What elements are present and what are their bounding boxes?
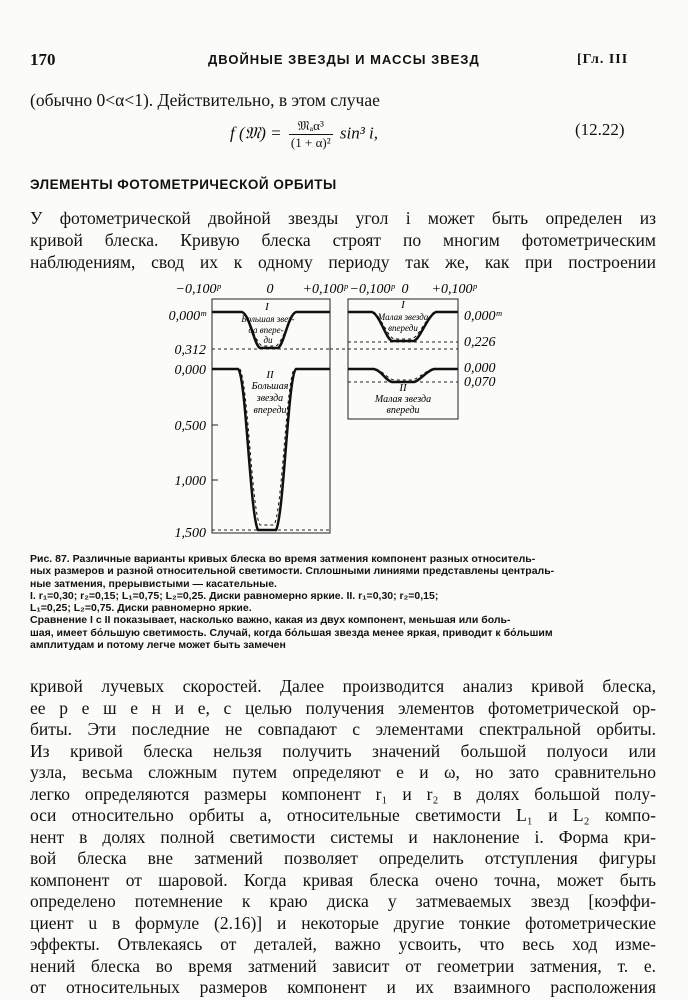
y-label: 1,000 xyxy=(174,474,206,489)
text-line: нент в долях полной светимости системы и наклонение i. Форма кри- xyxy=(30,826,656,847)
caption-line: I. r₁=0,30; r₂=0,15; L₁=0,75; L₂=0,25. Диски равномерно яркие. II. r₁=0,30; r₂=0,15; xyxy=(30,589,439,602)
y-label-right: 0,000 xyxy=(464,361,496,376)
top-tick-label: +0,100ᵖ xyxy=(302,282,348,297)
text-line: определено потемнение к краю диска у затмеваемых звезд [коэффи- xyxy=(30,891,656,911)
top-tick-label: 0 xyxy=(266,282,274,297)
text-line: вой блеска вне затмений позволяет определить отступления фигуры xyxy=(30,848,656,868)
panel-label: звезда xyxy=(256,393,284,404)
text-line: узла, весьма сложным путем определяют e и ω, но зато сравнительно xyxy=(30,762,656,782)
page-number: 170 xyxy=(30,50,56,69)
formula xyxy=(230,118,378,151)
text-line: компонент от шаровой. Когда кривая блеска очено точна, может быть xyxy=(30,869,656,890)
caption-line: Сравнение I с II показывает, насколько важно, какая из двух компонент, меньшая или боль- xyxy=(30,614,511,627)
formula-lhs: f (𝔐) = xyxy=(230,123,282,143)
top-tick-label: +0,100ᵖ xyxy=(431,282,477,297)
light-curve-figure xyxy=(150,275,510,545)
y-label: 0,312 xyxy=(174,343,206,358)
panel-label: впереди xyxy=(388,323,418,333)
panel-label: да впере- xyxy=(248,325,284,335)
panel-label: II xyxy=(399,382,407,394)
panel-label: Малая звезда xyxy=(377,312,429,322)
y-label: 0,000ᵐ xyxy=(168,309,206,324)
caption-line: амплитудам и потому легче может быть замечен xyxy=(30,639,286,652)
text-line: кривой лучевых скоростей. Далее производится анализ кривой блеска, xyxy=(30,676,656,696)
panel-label: ди xyxy=(263,335,273,345)
panel-label: II xyxy=(266,369,274,381)
caption-line: Рис. 87. Различные варианты кривых блеска во время затмения компонент разных относитель- xyxy=(30,553,536,565)
y-label: 1,500 xyxy=(174,526,206,541)
panel-label: Большая xyxy=(251,381,289,392)
figure-caption xyxy=(30,553,656,651)
text-line: от относительных размеров компонент и их взаимного расположения xyxy=(30,977,656,997)
panel-label: Большая звез- xyxy=(241,314,295,324)
panel-label: впереди xyxy=(253,405,287,416)
panel-label: Малая звезда xyxy=(374,394,432,405)
caption-line: L₁=0,25; L₂=0,75. Диски равномерно яркие. xyxy=(30,602,252,615)
panel-label: впереди xyxy=(386,405,420,416)
section-heading: ЭЛЕМЕНТЫ ФОТОМЕТРИЧЕСКОЙ ОРБИТЫ xyxy=(30,177,337,192)
top-tick-label: 0 xyxy=(401,282,409,297)
text-line: кривой блеска. Кривую блеска строят по многим фотометрическим xyxy=(30,230,656,250)
y-label: 0,000 xyxy=(174,363,206,378)
text-line: ее р е ш е н и е, с целью получения элементов фотометрической ор- xyxy=(30,697,656,718)
caption-line: ных размеров и разной относительной светимости. Сплошными линиями представлены централь- xyxy=(30,565,555,578)
top-tick-label: −0,100ᵖ xyxy=(175,282,221,297)
text-line: эффекты. Отвлекаясь от деталей, важно усвоить, что весь ход изме- xyxy=(30,934,656,954)
caption-line: шая, имеет бо́льшую светимость. Случай, когда бо́льшая звезда менее яркая, приводит к бо́льшим xyxy=(30,626,553,639)
chapter-label: [Гл. III xyxy=(577,52,629,67)
text-line: биты. Эти последние не совпадают с элементами спектральной орбиты. xyxy=(30,719,656,739)
text-line: нений блеска во время затмений зависит от геометрии затмения, т. е. xyxy=(30,955,656,976)
y-label-right: 0,000ᵐ xyxy=(464,309,502,324)
y-label-right: 0,226 xyxy=(464,335,496,350)
text-line: У фотометрической двойной звезды угол i может быть определен из xyxy=(30,208,656,228)
intro-line: (обычно 0<α<1). Действительно, в этом случае xyxy=(30,90,380,110)
equation-number: (12.22) xyxy=(575,120,625,139)
panel-label: I xyxy=(401,299,405,311)
y-label: 0,500 xyxy=(174,419,206,434)
text-line: легко определяются размеры компонент r₁ и r₂ в долях большой полу- xyxy=(30,783,656,804)
caption-line: ные затмения, прерывистыми — касательные. xyxy=(30,577,277,590)
paragraph-2 xyxy=(30,676,656,999)
formula-denominator: (1 + α)² xyxy=(290,135,331,150)
text-line: оси относительно орбиты a, относительные светимости L₁ и L₂ компо- xyxy=(30,805,656,825)
formula-numerator: 𝔐ₐα³ xyxy=(289,118,333,135)
y-label-right: 0,070 xyxy=(464,375,496,390)
text-line: наблюдениям, свод их к одному периоду так же, как при построении xyxy=(30,252,656,272)
panel-label: I xyxy=(265,301,269,313)
formula-fraction xyxy=(289,118,333,151)
text-line: Из кривой блеска нельзя получить значений большой полуоси или xyxy=(30,740,656,761)
formula-rhs: sin³ i, xyxy=(339,123,379,143)
running-title: ДВОЙНЫЕ ЗВЕЗДЫ И МАССЫ ЗВЕЗД xyxy=(208,52,480,67)
text-line: циент u в формуле (2.16)] и некоторые другие тонкие фотометрические xyxy=(30,912,656,933)
top-tick-label: −0,100ᵖ xyxy=(349,282,395,297)
paragraph-1 xyxy=(30,207,656,273)
